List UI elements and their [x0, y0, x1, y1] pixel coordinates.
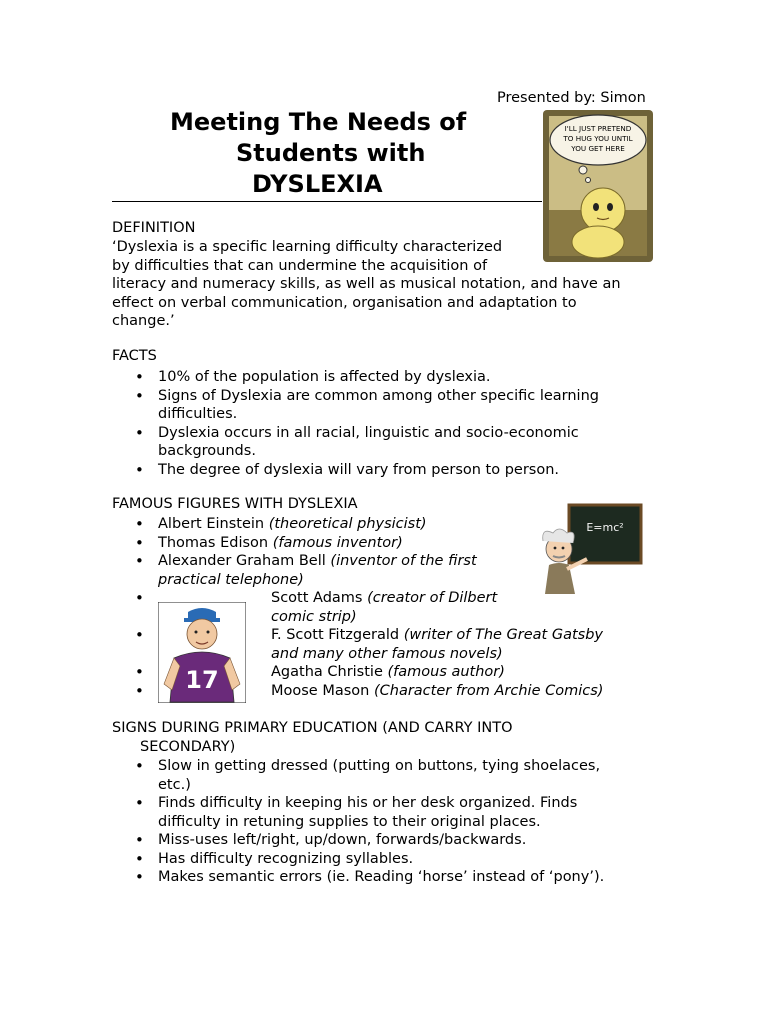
- title-line-2: Students with: [236, 139, 426, 167]
- list-item: • 10% of the population is affected by dyslexia.: [113, 368, 673, 387]
- definition-line: effect on verbal communication, organisation and adaptation to: [112, 294, 577, 311]
- facts-heading: FACTS: [112, 348, 157, 364]
- definition-heading: DEFINITION: [112, 220, 196, 236]
- definition-text: [112, 238, 621, 331]
- title-line-3: DYSLEXIA: [252, 170, 383, 198]
- list-item: • Alexander Graham Bell (inventor of the first practical telephone): [113, 552, 653, 589]
- list-item: • Signs of Dyslexia are common among other specific learning difficulties.: [113, 387, 673, 424]
- list-item: • Makes semantic errors (ie. Reading ‘horse’ instead of ‘pony’).: [113, 868, 673, 887]
- list-item: • Thomas Edison (famous inventor): [113, 534, 653, 553]
- presenter-line: Presented by: Simon: [497, 90, 646, 106]
- title-line-1: Meeting The Needs of: [170, 108, 467, 136]
- facts-list: [113, 368, 673, 479]
- famous-heading: FAMOUS FIGURES WITH DYSLEXIA: [112, 496, 358, 512]
- signs-heading: [112, 719, 513, 756]
- signs-heading-line-2: SECONDARY): [140, 738, 236, 755]
- comic-text-3: YOU GET HERE: [571, 144, 625, 153]
- list-item: • Moose Mason (Character from Archie Comics): [113, 682, 653, 701]
- list-item: • The degree of dyslexia will vary from person to person.: [113, 461, 673, 480]
- comic-text-1: I'LL JUST PRETEND: [564, 124, 632, 133]
- signs-list: [113, 757, 673, 887]
- definition-line: literacy and numeracy skills, as well as musical notation, and have an: [112, 276, 621, 292]
- list-item: • Agatha Christie (famous author): [113, 663, 653, 682]
- list-item: • Dyslexia occurs in all racial, linguistic and socio-economic backgrounds.: [113, 424, 673, 461]
- list-item: • Slow in getting dressed (putting on buttons, tying shoelaces, etc.): [113, 757, 673, 794]
- definition-line: by difficulties that can undermine the acquisition of: [112, 257, 488, 274]
- jersey-number: 17: [185, 666, 219, 694]
- list-item: • Scott Adams (creator of Dilbert comic strip): [113, 589, 653, 626]
- list-item: • Albert Einstein (theoretical physicist): [113, 515, 653, 534]
- list-item: • Finds difficulty in keeping his or her desk organized. Finds difficulty in retuning supplies to their original places.: [113, 794, 673, 831]
- comic-text-2: TO HUG YOU UNTIL: [563, 134, 633, 143]
- title-divider: [112, 201, 542, 202]
- list-item: • F. Scott Fitzgerald (writer of The Great Gatsby and many other famous novels): [113, 626, 653, 663]
- signs-heading-line-1: SIGNS DURING PRIMARY EDUCATION (AND CARRY INTO: [112, 720, 513, 736]
- list-item: • Has difficulty recognizing syllables.: [113, 850, 673, 869]
- list-item: • Miss-uses left/right, up/down, forwards/backwards.: [113, 831, 673, 850]
- definition-line: ‘Dyslexia is a specific learning difficulty characterized: [112, 239, 503, 255]
- definition-line: change.’: [112, 313, 175, 329]
- einstein-board-text: E=mc²: [586, 521, 624, 534]
- moose-mason-illustration: [158, 602, 246, 703]
